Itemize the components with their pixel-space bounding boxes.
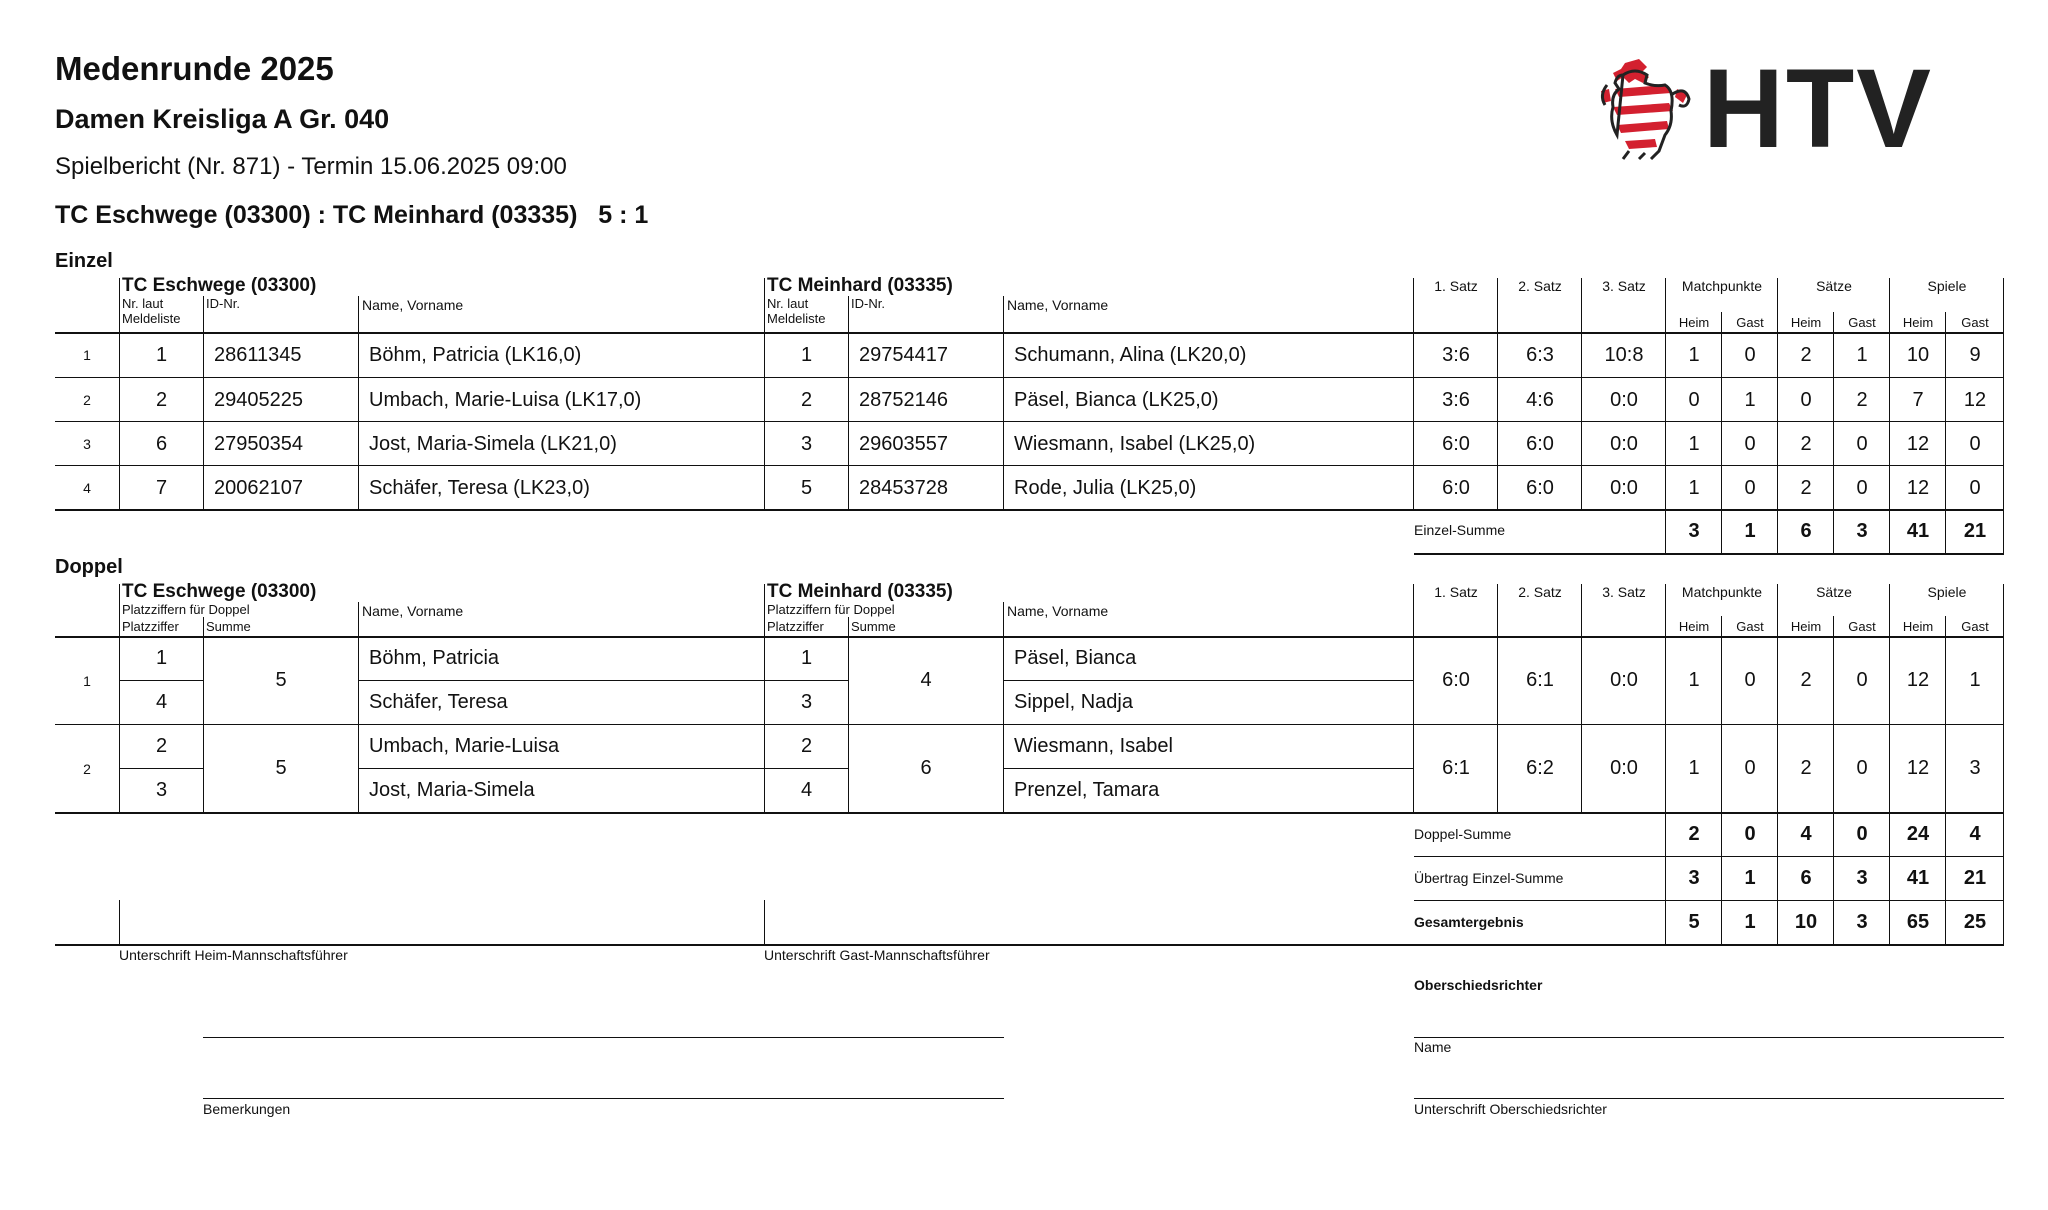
einzel-gg: 9 bbox=[1969, 343, 1981, 366]
einzel-guest-id: 28453728 bbox=[859, 476, 948, 499]
referee-label: Oberschiedsrichter bbox=[1414, 977, 1543, 993]
einzel-sh: 0 bbox=[1800, 388, 1812, 411]
doppel-sum-sg: 0 bbox=[1856, 823, 1868, 845]
einzel-home-col-nr bbox=[122, 296, 181, 326]
einzel-row-no: 2 bbox=[83, 392, 91, 408]
league-title: Damen Kreisliga A Gr. 040 bbox=[55, 104, 390, 134]
doppel-pair-no: 1 bbox=[83, 672, 91, 689]
einzel-home-id: 20062107 bbox=[214, 476, 303, 499]
doppel-home-name: Jost, Maria-Simela bbox=[369, 779, 535, 801]
einzel-s3: 0:0 bbox=[1610, 388, 1638, 411]
einzel-sh: 2 bbox=[1800, 343, 1812, 366]
doppel-s3: 0:0 bbox=[1610, 669, 1638, 691]
uebertrag-mpg: 1 bbox=[1744, 867, 1756, 889]
doppel-home-col-summe: Summe bbox=[206, 619, 251, 634]
gesamt-mph: 5 bbox=[1688, 911, 1700, 933]
doppel-sum-mpg: 0 bbox=[1744, 823, 1756, 845]
einzel-set1-header: 1. Satz bbox=[1434, 278, 1478, 294]
einzel-s1: 6:0 bbox=[1442, 432, 1470, 455]
einzel-sum-gh: 41 bbox=[1906, 520, 1930, 542]
doppel-mp-gast: Gast bbox=[1736, 618, 1764, 634]
doppel-sum-gg: 4 bbox=[1969, 823, 1981, 845]
einzel-guest-name: Päsel, Bianca (LK25,0) bbox=[1014, 388, 1219, 411]
doppel-guest-col-platz-a: Platzziffern für Doppel bbox=[767, 602, 895, 617]
einzel-home-nr: 6 bbox=[155, 432, 168, 455]
einzel-s2: 6:0 bbox=[1526, 432, 1554, 455]
einzel-g-heim: Heim bbox=[1902, 314, 1934, 330]
uebertrag-sh: 6 bbox=[1800, 867, 1812, 889]
einzel-gh: 12 bbox=[1906, 476, 1930, 499]
einzel-gg: 12 bbox=[1963, 388, 1987, 411]
doppel-guest-name: Sippel, Nadja bbox=[1014, 691, 1133, 713]
einzel-guest-name: Rode, Julia (LK25,0) bbox=[1014, 476, 1197, 499]
einzel-s3: 0:0 bbox=[1610, 432, 1638, 455]
doppel-home-col-platz: Platzziffer bbox=[122, 619, 179, 634]
einzel-home-id: 28611345 bbox=[214, 343, 302, 366]
einzel-sum-bottom bbox=[1414, 553, 2004, 555]
doppel-home-name: Schäfer, Teresa bbox=[369, 691, 508, 713]
einzel-spiele-header: Spiele bbox=[1927, 278, 1967, 294]
doppel-guest-platz: 2 bbox=[800, 735, 813, 757]
doppel-home-platz: 2 bbox=[155, 735, 168, 757]
uebertrag-label: Übertrag Einzel-Summe bbox=[1414, 870, 1564, 886]
einzel-mp-gast: Gast bbox=[1736, 314, 1764, 330]
einzel-home-id: 27950354 bbox=[214, 432, 303, 455]
referee-sig-label: Unterschrift Oberschiedsrichter bbox=[1414, 1101, 1607, 1117]
page-title: Medenrunde 2025 bbox=[55, 50, 334, 87]
sig-guest-label: Unterschrift Gast-Mannschaftsführer bbox=[764, 947, 990, 963]
doppel-sg: 0 bbox=[1856, 669, 1868, 691]
doppel-set2-header: 2. Satz bbox=[1518, 584, 1562, 600]
gesamt-label: Gesamtergebnis bbox=[1414, 914, 1524, 930]
einzel-gh: 10 bbox=[1906, 343, 1930, 366]
doppel-guest-col-summe: Summe bbox=[851, 619, 896, 634]
doppel-guest-platz: 4 bbox=[800, 779, 813, 801]
einzel-guest-id: 29603557 bbox=[859, 432, 948, 455]
doppel-s1: 6:1 bbox=[1442, 757, 1470, 779]
einzel-sg: 0 bbox=[1856, 432, 1868, 455]
doppel-guest-sum: 4 bbox=[920, 669, 932, 691]
einzel-guest-name: Schumann, Alina (LK20,0) bbox=[1014, 343, 1247, 366]
doppel-sum-gh: 24 bbox=[1906, 823, 1930, 845]
einzel-mpg: 0 bbox=[1744, 432, 1756, 455]
matchup-title bbox=[55, 201, 648, 230]
referee-name-line bbox=[1414, 1037, 2004, 1038]
einzel-home-name: Jost, Maria-Simela (LK21,0) bbox=[369, 432, 617, 455]
einzel-v-id bbox=[203, 296, 204, 510]
einzel-row-no: 4 bbox=[83, 480, 91, 496]
doppel-set1-header: 1. Satz bbox=[1434, 584, 1478, 600]
einzel-s2: 4:6 bbox=[1526, 388, 1554, 411]
doppel-mph: 1 bbox=[1688, 757, 1700, 779]
doppel-home-platz: 1 bbox=[155, 647, 168, 669]
doppel-guest-name: Päsel, Bianca bbox=[1014, 647, 1137, 669]
einzel-home-col-name: Name, Vorname bbox=[362, 297, 464, 313]
einzel-home-name: Umbach, Marie-Luisa (LK17,0) bbox=[369, 388, 642, 411]
doppel-home-team: TC Eschwege (03300) bbox=[122, 581, 317, 602]
doppel-home-sum: 5 bbox=[275, 669, 287, 691]
einzel-s1: 3:6 bbox=[1442, 388, 1470, 411]
einzel-home-team: TC Eschwege (03300) bbox=[122, 275, 317, 296]
einzel-sh: 2 bbox=[1800, 432, 1812, 455]
einzel-guest-id: 29754417 bbox=[859, 343, 948, 366]
einzel-s2: 6:3 bbox=[1526, 343, 1554, 366]
einzel-mph: 1 bbox=[1688, 432, 1700, 455]
einzel-sum-mpg: 1 bbox=[1744, 520, 1756, 542]
logo-text: HTV bbox=[1703, 46, 1933, 171]
einzel-guest-nr: 1 bbox=[800, 343, 813, 366]
remarks-line-2 bbox=[203, 1098, 1004, 1099]
sig-home-box-left bbox=[119, 900, 120, 945]
doppel-sh: 2 bbox=[1800, 757, 1812, 779]
uebertrag-gg: 21 bbox=[1963, 867, 1987, 889]
sig-home-label: Unterschrift Heim-Mannschaftsführer bbox=[119, 947, 348, 963]
einzel-gg: 0 bbox=[1969, 476, 1981, 499]
einzel-row-no: 3 bbox=[83, 436, 91, 452]
referee-sig-line bbox=[1414, 1098, 2004, 1099]
doppel-spiele-header: Spiele bbox=[1927, 584, 1967, 600]
einzel-sum-gg: 21 bbox=[1963, 520, 1987, 542]
doppel-mpg: 0 bbox=[1744, 757, 1756, 779]
doppel-gh: 12 bbox=[1906, 757, 1930, 779]
remarks-line-1 bbox=[203, 1037, 1004, 1038]
einzel-sum-label: Einzel-Summe bbox=[1414, 522, 1506, 538]
doppel-home-name: Böhm, Patricia bbox=[369, 647, 500, 669]
einzel-set2-header: 2. Satz bbox=[1518, 278, 1562, 294]
sig-guest-box-left bbox=[764, 900, 765, 945]
einzel-gh: 12 bbox=[1906, 432, 1930, 455]
doppel-v-gname bbox=[1003, 602, 1004, 813]
doppel-sum-label: Doppel-Summe bbox=[1414, 826, 1512, 842]
doppel-s-gast: Gast bbox=[1848, 618, 1876, 634]
doppel-guest-sum: 6 bbox=[920, 757, 932, 779]
doppel-home-col-platz-a: Platzziffern für Doppel bbox=[122, 602, 250, 617]
einzel-home-col-nr-b: Meldeliste bbox=[122, 311, 181, 326]
doppel-matchpunkte-header: Matchpunkte bbox=[1681, 584, 1763, 600]
einzel-guest-col-nr-a: Nr. laut bbox=[767, 296, 809, 311]
doppel-sg: 0 bbox=[1856, 757, 1868, 779]
einzel-guest-nr: 2 bbox=[800, 388, 813, 411]
doppel-set3-header: 3. Satz bbox=[1602, 584, 1646, 600]
einzel-s-gast: Gast bbox=[1848, 314, 1876, 330]
einzel-s1: 3:6 bbox=[1442, 343, 1470, 366]
einzel-sum-sg: 3 bbox=[1856, 520, 1868, 542]
einzel-mpg: 0 bbox=[1744, 343, 1756, 366]
match-score: 5 : 1 bbox=[598, 201, 649, 229]
uebertrag-mph: 3 bbox=[1688, 867, 1700, 889]
doppel-home-platz: 4 bbox=[155, 691, 168, 713]
matchup-teams: TC Eschwege (03300) : TC Meinhard (03335) bbox=[55, 201, 578, 229]
doppel-sh: 2 bbox=[1800, 669, 1812, 691]
doppel-g-heim: Heim bbox=[1902, 618, 1934, 634]
einzel-s3: 0:0 bbox=[1610, 476, 1638, 499]
doppel-section-label: Doppel bbox=[55, 556, 123, 578]
uebertrag-gh: 41 bbox=[1906, 867, 1930, 889]
report-subtitle: Spielbericht (Nr. 871) - Termin 15.06.2025 09:00 bbox=[55, 153, 567, 180]
doppel-gg: 3 bbox=[1969, 757, 1981, 779]
einzel-sg: 1 bbox=[1856, 343, 1868, 366]
doppel-gg: 1 bbox=[1969, 669, 1981, 691]
einzel-set3-header: 3. Satz bbox=[1602, 278, 1646, 294]
doppel-pair-no: 2 bbox=[83, 760, 91, 777]
doppel-v-name bbox=[358, 602, 359, 813]
einzel-home-name: Schäfer, Teresa (LK23,0) bbox=[369, 476, 590, 499]
einzel-s2: 6:0 bbox=[1526, 476, 1554, 499]
doppel-home-platz: 3 bbox=[155, 779, 168, 801]
gesamt-gg: 25 bbox=[1963, 911, 1987, 933]
lion-icon bbox=[1595, 55, 1695, 163]
einzel-home-nr: 7 bbox=[155, 476, 168, 499]
doppel-g-gast: Gast bbox=[1961, 618, 1989, 634]
einzel-saetze-header: Sätze bbox=[1816, 278, 1852, 294]
doppel-s2: 6:1 bbox=[1526, 669, 1554, 691]
doppel-s2: 6:2 bbox=[1526, 757, 1554, 779]
doppel-sum-mph: 2 bbox=[1688, 823, 1700, 845]
einzel-sum-mph: 3 bbox=[1688, 520, 1700, 542]
doppel-s3: 0:0 bbox=[1610, 757, 1638, 779]
einzel-mph: 0 bbox=[1688, 388, 1700, 411]
gesamt-mpg: 1 bbox=[1744, 911, 1756, 933]
einzel-guest-name: Wiesmann, Isabel (LK25,0) bbox=[1014, 432, 1256, 455]
doppel-home-sum: 5 bbox=[275, 757, 287, 779]
einzel-v-name bbox=[358, 296, 359, 510]
einzel-mp-heim: Heim bbox=[1678, 314, 1710, 330]
einzel-guest-id: 28752146 bbox=[859, 388, 948, 411]
remarks-label: Bemerkungen bbox=[203, 1101, 291, 1117]
einzel-gg: 0 bbox=[1969, 432, 1981, 455]
doppel-s-heim: Heim bbox=[1790, 618, 1822, 634]
gesamt-bottom bbox=[55, 944, 2004, 946]
doppel-guest-col-name: Name, Vorname bbox=[1007, 603, 1109, 619]
einzel-guest-col-id: ID-Nr. bbox=[851, 296, 885, 311]
doppel-guest-name: Wiesmann, Isabel bbox=[1014, 735, 1173, 757]
einzel-guest-nr: 3 bbox=[800, 432, 813, 455]
einzel-home-name: Böhm, Patricia (LK16,0) bbox=[369, 343, 582, 366]
einzel-v-gid bbox=[848, 296, 849, 510]
gesamt-gh: 65 bbox=[1906, 911, 1930, 933]
einzel-mpg: 1 bbox=[1744, 388, 1756, 411]
einzel-mph: 1 bbox=[1688, 476, 1700, 499]
einzel-sg: 2 bbox=[1856, 388, 1868, 411]
einzel-mph: 1 bbox=[1688, 343, 1700, 366]
einzel-home-col-nr-a: Nr. laut bbox=[122, 296, 164, 311]
einzel-section-label: Einzel bbox=[55, 250, 113, 272]
doppel-saetze-header: Sätze bbox=[1816, 584, 1852, 600]
einzel-g-gast: Gast bbox=[1961, 314, 1989, 330]
doppel-guest-platz: 3 bbox=[800, 691, 813, 713]
einzel-s3: 10:8 bbox=[1604, 343, 1644, 366]
htv-logo bbox=[1595, 46, 2015, 171]
einzel-guest-col-name: Name, Vorname bbox=[1007, 297, 1109, 313]
einzel-home-id: 29405225 bbox=[214, 388, 303, 411]
einzel-sg: 0 bbox=[1856, 476, 1868, 499]
einzel-guest-nr: 5 bbox=[800, 476, 813, 499]
einzel-sh: 2 bbox=[1800, 476, 1812, 499]
doppel-home-name: Umbach, Marie-Luisa bbox=[369, 735, 560, 757]
einzel-mpg: 0 bbox=[1744, 476, 1756, 499]
einzel-s-heim: Heim bbox=[1790, 314, 1822, 330]
doppel-mp-heim: Heim bbox=[1678, 618, 1710, 634]
einzel-guest-col-nr bbox=[767, 296, 826, 326]
einzel-home-nr: 1 bbox=[155, 343, 168, 366]
einzel-matchpunkte-header: Matchpunkte bbox=[1681, 278, 1763, 294]
doppel-home-col-name: Name, Vorname bbox=[362, 603, 464, 619]
doppel-guest-col-platz: Platzziffer bbox=[767, 619, 824, 634]
uebertrag-sg: 3 bbox=[1856, 867, 1868, 889]
einzel-row-no: 1 bbox=[83, 347, 91, 363]
referee-name-label: Name bbox=[1414, 1039, 1452, 1055]
einzel-sum-sh: 6 bbox=[1800, 520, 1812, 542]
doppel-s1: 6:0 bbox=[1442, 669, 1470, 691]
doppel-guest-team: TC Meinhard (03335) bbox=[767, 581, 953, 602]
doppel-gh: 12 bbox=[1906, 669, 1930, 691]
doppel-sum-sh: 4 bbox=[1800, 823, 1812, 845]
doppel-mph: 1 bbox=[1688, 669, 1700, 691]
einzel-guest-team: TC Meinhard (03335) bbox=[767, 275, 953, 296]
einzel-v-gname bbox=[1003, 296, 1004, 510]
einzel-guest-col-nr-b: Meldeliste bbox=[767, 311, 826, 326]
einzel-s1: 6:0 bbox=[1442, 476, 1470, 499]
gesamt-sg: 3 bbox=[1856, 911, 1868, 933]
einzel-gh: 7 bbox=[1912, 388, 1924, 411]
doppel-guest-name: Prenzel, Tamara bbox=[1014, 779, 1160, 801]
doppel-mpg: 0 bbox=[1744, 669, 1756, 691]
doppel-guest-platz: 1 bbox=[800, 647, 813, 669]
gesamt-sh: 10 bbox=[1794, 911, 1818, 933]
einzel-home-col-id: ID-Nr. bbox=[206, 296, 240, 311]
einzel-home-nr: 2 bbox=[155, 388, 168, 411]
